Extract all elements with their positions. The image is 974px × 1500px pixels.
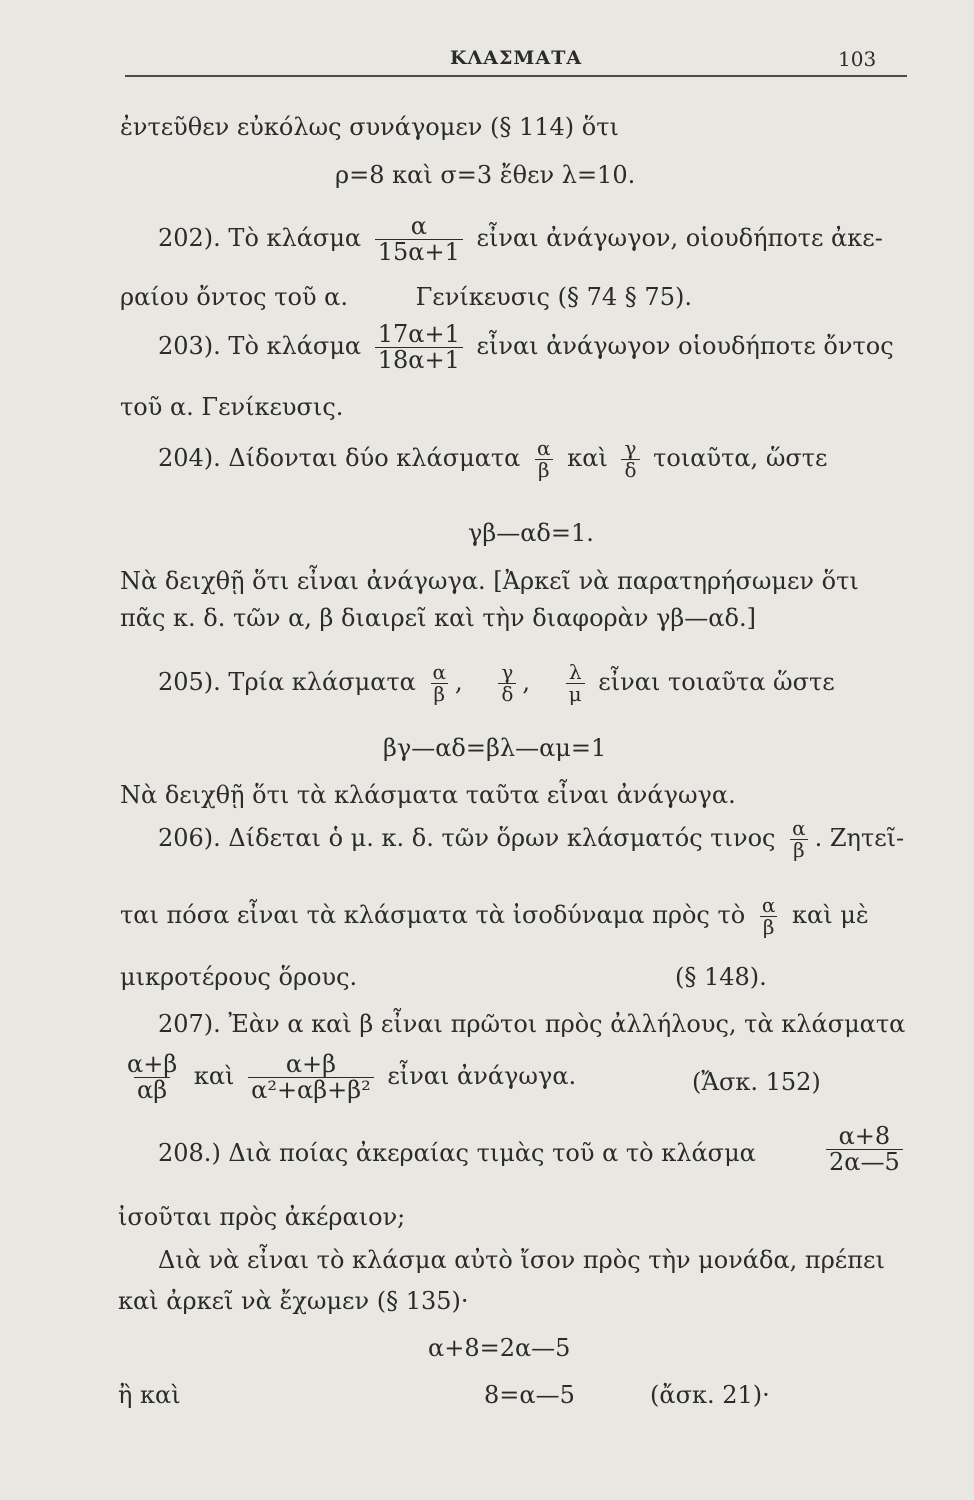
text-line: ἐντεῦθεν εὐκόλως συνάγομεν (§ 114) ὅτι — [120, 113, 619, 141]
fraction-numerator: α+β — [285, 1050, 337, 1078]
page-number: 103 — [838, 47, 877, 71]
fraction-sum-over-quadratic — [248, 1052, 374, 1103]
problem-202-line2 — [120, 282, 692, 312]
fraction-denominator: δ — [498, 683, 516, 705]
problem-205-intro: 205). Τρία κλάσματα — [158, 668, 416, 696]
problem-208-line5: ἢ καὶ — [118, 1381, 181, 1409]
fraction-sum-over-product — [124, 1052, 180, 1103]
problem-208-intro: 208.) Διὰ ποίας ἀκεραίας τιμὰς τοῦ α τὸ κλάσμα — [158, 1139, 756, 1167]
problem-202-text: εἶναι ἀνάγωγον, οἱουδήποτε ἀκε- — [476, 224, 883, 253]
fraction-denominator: β — [431, 683, 449, 705]
problem-208-line3: Διὰ νὰ εἶναι τὸ κλάσμα αὐτὸ ἴσον πρὸς τὴν μονάδα, πρέπει — [158, 1246, 885, 1274]
fraction-denominator: β — [760, 916, 778, 938]
problem-202-generalization: Γενίκευσις (§ 74 § 75). — [415, 283, 692, 311]
reference-21: (ἄσκ. 21)· — [650, 1381, 770, 1409]
equation-208-1: α+8=2α—5 — [428, 1334, 571, 1362]
fraction-numerator: α — [410, 212, 427, 240]
problem-202-line — [158, 214, 883, 265]
fraction-numerator: α — [432, 660, 447, 684]
problem-206-line — [158, 818, 904, 861]
conjunction: καὶ — [567, 444, 608, 472]
fraction-numerator: γ — [624, 436, 637, 460]
problem-204-intro: 204). Δίδονται δύο κλάσματα — [158, 444, 521, 472]
fraction-numerator: α — [537, 436, 551, 460]
problem-207-line: 207). Ἐὰν α καὶ β εἶναι πρῶτοι πρὸς ἀλλήλους, τὰ κλάσματα — [158, 1010, 906, 1038]
conjunction: καὶ — [193, 1062, 235, 1091]
equation-205: βγ—αδ=βλ—αμ=1 — [383, 734, 607, 762]
problem-204-text: τοιαῦτα, ὥστε — [653, 444, 828, 472]
problem-202-cont: ραίου ὄντος τοῦ α. — [120, 283, 349, 311]
problem-206-cont3: μικροτέρους ὅρους. — [120, 963, 358, 991]
equation-line: ρ=8 καὶ σ=3 ἔθεν λ=10. — [335, 161, 636, 189]
fraction-alpha-beta — [759, 895, 779, 938]
problem-208-line2: ἰσοῦται πρὸς ἀκέραιον; — [118, 1203, 406, 1231]
running-header-title: ΚΛΑΣΜΑΤΑ — [450, 47, 583, 69]
fraction-lambda-mu — [566, 662, 585, 705]
equation-208-2: 8=α—5 — [484, 1381, 575, 1409]
fraction-alpha-beta — [534, 438, 554, 481]
fraction-208 — [826, 1124, 903, 1175]
fraction-numerator: α — [761, 893, 776, 917]
fraction-denominator: 18α+1 — [375, 347, 463, 373]
problem-202-intro: 202). Τὸ κλάσμα — [158, 224, 362, 253]
problem-204-line3: Νὰ δειχθῇ ὅτι εἶναι ἀνάγωγα. [Ἀρκεῖ νὰ παρατηρήσωμεν ὅτι — [120, 567, 859, 595]
problem-207-line2 — [118, 1052, 576, 1103]
equation-204: γβ—αδ=1. — [468, 519, 594, 547]
fraction-numerator: α+8 — [838, 1122, 891, 1150]
fraction-denominator: μ — [566, 683, 585, 705]
problem-205-line: 205). Τρία κλάσματα $\frac{\alpha}{\beta}$ , $\frac{\gamma}{\delta}$ , $\frac{\lambda}{\mu}$ εἶναι τοιαῦτα ὥστε — [158, 660, 835, 706]
problem-203-line2: τοῦ α. Γενίκευσις. — [120, 393, 344, 421]
fraction-alpha-beta — [789, 818, 809, 861]
fraction-numerator: α+β — [127, 1050, 178, 1078]
problem-206-line2 — [120, 895, 869, 938]
reference-152: (Ἄσκ. 152) — [692, 1068, 821, 1096]
problem-208-fraction-wrap — [826, 1124, 903, 1175]
fraction-gamma-delta — [621, 438, 639, 481]
problem-205-line3: Νὰ δειχθῇ ὅτι τὰ κλάσματα ταῦτα εἶναι ἀνάγωγα. — [120, 781, 736, 809]
fraction-202 — [375, 214, 463, 265]
problem-204-line — [158, 438, 827, 481]
problem-208-line — [158, 1138, 756, 1168]
fraction-denominator: α²+αβ+β² — [248, 1077, 374, 1103]
problem-206-cont2: καὶ μὲ — [792, 901, 869, 929]
problem-208-line4: καὶ ἀρκεῖ νὰ ἔχωμεν (§ 135)· — [118, 1287, 469, 1315]
header-rule — [125, 75, 907, 77]
fraction-denominator: β — [535, 459, 553, 481]
problem-206-line3 — [120, 962, 357, 992]
fraction-numerator: 17α+1 — [377, 320, 460, 348]
reference-148: (§ 148). — [675, 963, 767, 991]
fraction-numerator: α — [792, 816, 806, 840]
problem-203-text: εἶναι ἀνάγωγον οἱουδήποτε ὄντος — [476, 332, 894, 361]
problem-207-text: εἶναι ἀνάγωγα. — [387, 1062, 577, 1091]
problem-206-intro: 206). Δίδεται ὁ μ. κ. δ. τῶν ὅρων κλάσματός τινος — [158, 824, 776, 852]
problem-204-line4: πᾶς κ. δ. τῶν α, β διαιρεῖ καὶ τὴν διαφορὰν γβ—αδ.] — [120, 604, 756, 632]
problem-206-text: . Ζητεῖ- — [814, 824, 905, 852]
fraction-denominator: 2α—5 — [826, 1149, 903, 1175]
fraction-denominator: αβ — [134, 1077, 170, 1103]
fraction-numerator: λ — [568, 660, 582, 684]
fraction-numerator: γ — [501, 660, 514, 684]
fraction-denominator: δ — [621, 459, 639, 481]
fraction-denominator: β — [790, 839, 808, 861]
problem-203-line — [158, 322, 894, 373]
fraction-203 — [375, 322, 463, 373]
fraction-alpha-beta — [430, 662, 450, 705]
problem-203-intro: 203). Τὸ κλάσμα — [158, 332, 362, 361]
fraction-gamma-delta — [498, 662, 516, 705]
problem-205-text: εἶναι τοιαῦτα ὥστε — [598, 668, 835, 696]
fraction-denominator: 15α+1 — [375, 239, 463, 265]
problem-206-cont: ται πόσα εἶναι τὰ κλάσματα τὰ ἰσοδύναμα πρὸς τὸ — [120, 901, 746, 929]
